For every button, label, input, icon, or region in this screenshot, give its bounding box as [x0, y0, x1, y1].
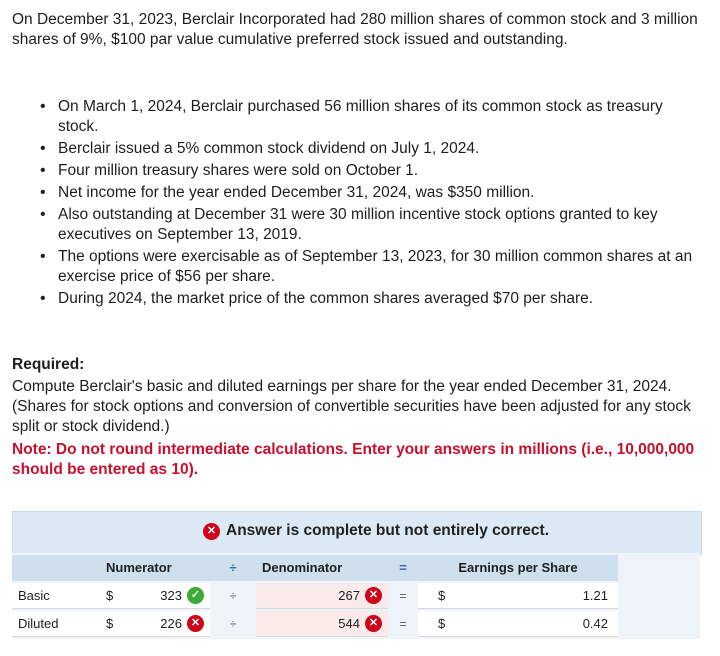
divide-sign: ÷: [229, 617, 237, 631]
eps-header: Earnings per Share: [418, 555, 618, 581]
required-heading: Required:: [12, 356, 85, 373]
required-text: Compute Berclair's basic and diluted earnings per share for the year ended December 31, 2024. (Shares for stock options and conversion of convertible securities have been adjusted for any stock split or stock dividend.): [12, 378, 691, 435]
currency-symbol: $: [438, 616, 446, 631]
diluted-numerator-value: 226: [160, 616, 182, 631]
table-row: [12, 611, 618, 637]
currency-symbol: $: [106, 588, 114, 603]
currency-symbol: $: [106, 616, 114, 631]
fact-item: • Also outstanding at December 31 were 30 million incentive stock options granted to key executives on September 13, 2019.: [38, 205, 698, 245]
x-circle-icon: ✕: [187, 615, 204, 632]
fact-item: • During 2024, the market price of the common shares averaged $70 per share.: [38, 289, 698, 309]
diluted-numerator-input[interactable]: [100, 611, 210, 637]
diluted-denominator-input[interactable]: [256, 611, 388, 637]
x-circle-icon: ✕: [203, 523, 220, 540]
fact-item: • Berclair issued a 5% common stock dividend on July 1, 2024.: [38, 139, 698, 159]
numerator-header: Numerator: [100, 555, 210, 581]
equals-sign: =: [399, 589, 407, 603]
row-label-basic: Basic: [12, 583, 100, 609]
basic-eps-output: [418, 583, 618, 609]
table-header-row: [12, 555, 618, 581]
row-label-diluted: Diluted: [12, 611, 100, 637]
basic-numerator-input[interactable]: [100, 583, 210, 609]
answer-status-text: Answer is complete but not entirely correct.: [226, 522, 549, 539]
eps-answer-table: [12, 553, 700, 639]
fact-item: • Four million treasury shares were sold on October 1.: [38, 161, 698, 181]
answer-status: [203, 522, 549, 540]
basic-denominator-value: 267: [338, 588, 360, 603]
facts-list: [38, 97, 698, 311]
label-header: [12, 555, 100, 581]
x-circle-icon: ✕: [365, 615, 382, 632]
check-circle-icon: ✓: [187, 587, 204, 604]
answer-status-panel: [12, 511, 702, 555]
fact-item: • The options were exercisable as of September 13, 2023, for 30 million common shares at an exercise price of $56 per share.: [38, 247, 698, 287]
equals-header: =: [388, 555, 418, 581]
divide-sign: ÷: [229, 589, 237, 603]
diluted-eps-output: [418, 611, 618, 637]
denominator-header: Denominator: [256, 555, 388, 581]
problem-intro: On December 31, 2023, Berclair Incorporated had 280 million shares of common stock and 3 million shares of 9%, $100 par value cumulative preferred stock issued and outstanding.: [12, 11, 698, 48]
basic-numerator-value: 323: [160, 588, 182, 603]
fact-item: • Net income for the year ended December 31, 2024, was $350 million.: [38, 183, 698, 203]
fact-item: • On March 1, 2024, Berclair purchased 56 million shares of its common stock as treasury stock.: [38, 97, 698, 137]
basic-denominator-input[interactable]: [256, 583, 388, 609]
divide-header: ÷: [210, 555, 256, 581]
basic-eps-value: 1.21: [582, 588, 608, 603]
table-row: [12, 583, 618, 609]
diluted-denominator-value: 544: [338, 616, 360, 631]
diluted-eps-value: 0.42: [582, 616, 608, 631]
equals-sign: =: [399, 617, 407, 631]
rounding-note: Note: Do not round intermediate calculations. Enter your answers in millions (i.e., 10,000,000 should be entered as 10).: [12, 441, 695, 478]
currency-symbol: $: [438, 588, 446, 603]
x-circle-icon: ✕: [365, 587, 382, 604]
